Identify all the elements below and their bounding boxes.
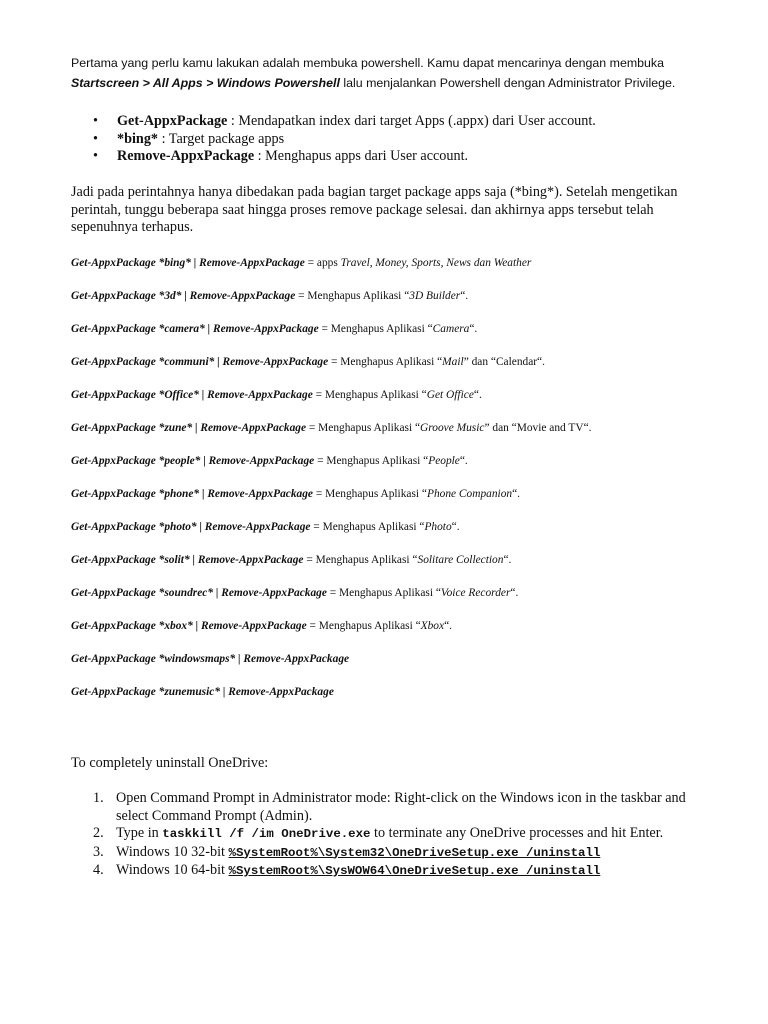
command-apps: Camera xyxy=(432,323,470,335)
command-code: Get-AppxPackage *soundrec* | Remove-AppxPackage xyxy=(71,587,327,599)
command-code: Get-AppxPackage *zune* | Remove-AppxPackage xyxy=(71,422,307,434)
command-line xyxy=(71,387,482,403)
command-tail: “. xyxy=(510,587,519,599)
step-text: Type in xyxy=(116,825,163,841)
command-apps: Voice Recorder xyxy=(440,587,511,599)
command-eq: = Menghapus Aplikasi “ xyxy=(328,356,443,368)
command-line xyxy=(71,651,349,667)
command-eq: = Menghapus Aplikasi “ xyxy=(314,455,429,467)
command-code: Get-AppxPackage *xbox* | Remove-AppxPackage xyxy=(71,620,307,632)
explanation-paragraph: Jadi pada perintahnya hanya dibedakan pada bagian target package apps saja (*bing*). Setelah mengetikan perintah, tunggu beberapa saat hingga proses remove package selesai. dan akhirnya apps tersebut telah sepenuhnya terhapus. xyxy=(71,184,678,235)
command-line xyxy=(71,486,520,502)
command-tail: ” dan “Movie and TV“. xyxy=(484,422,592,434)
command-apps: Mail xyxy=(442,356,464,368)
step-number: 1. xyxy=(93,790,104,806)
command-code: Get-AppxPackage *bing* | Remove-AppxPackage xyxy=(71,257,305,269)
step-number: 4. xyxy=(93,862,104,878)
command-eq: = Menghapus Aplikasi “ xyxy=(312,488,427,500)
command-tail: “. xyxy=(459,455,468,467)
command-eq: = Menghapus Aplikasi “ xyxy=(295,290,410,302)
bullet-desc: : Menghapus apps dari User account. xyxy=(254,148,469,164)
onedrive-steps xyxy=(71,790,721,881)
bullet-desc: : Mendapatkan index dari target Apps (.appx) dari User account. xyxy=(227,113,596,129)
bullet-term: *bing* xyxy=(117,130,159,147)
step-item xyxy=(71,844,721,863)
step-text: Windows 10 32-bit xyxy=(116,843,229,860)
intro-text-end: lalu menjalankan Powershell dengan Administrator Privilege. xyxy=(339,76,676,90)
command-tail: “. xyxy=(469,323,478,335)
command-line xyxy=(71,552,511,568)
command-line xyxy=(71,618,452,634)
command-code: Get-AppxPackage *people* | Remove-AppxPackage xyxy=(71,455,315,467)
bullet-term: Remove-AppxPackage xyxy=(117,148,255,164)
command-line xyxy=(71,585,518,601)
command-tail: “. xyxy=(503,554,512,566)
command-line xyxy=(71,354,545,370)
command-code: Get-AppxPackage *zunemusic* | Remove-AppxPackage xyxy=(71,686,334,698)
intro-paragraph xyxy=(71,53,711,93)
step-after: to terminate any OneDrive processes and hit Enter. xyxy=(370,825,664,841)
command-code: Get-AppxPackage *photo* | Remove-AppxPackage xyxy=(71,521,311,533)
command-eq: = Menghapus Aplikasi “ xyxy=(310,521,425,533)
bullet-desc: : Target package apps xyxy=(158,130,285,147)
bullet-list xyxy=(71,113,711,166)
command-tail: “. xyxy=(512,488,520,500)
command-code: Get-AppxPackage *phone* | Remove-AppxPackage xyxy=(71,488,313,500)
bullet-item xyxy=(71,131,711,149)
step-item xyxy=(71,862,721,881)
command-apps: Phone Companion xyxy=(426,488,513,500)
command-line xyxy=(71,288,468,304)
step-code: taskkill /f /im OneDrive.exe xyxy=(162,827,371,841)
command-eq: = Menghapus Aplikasi “ xyxy=(303,554,418,566)
command-line xyxy=(71,684,334,700)
command-line xyxy=(71,420,591,436)
bullet-item xyxy=(71,148,711,166)
command-apps: People xyxy=(428,455,460,467)
command-eq: = Menghapus Aplikasi “ xyxy=(306,620,421,632)
command-apps: Solitare Collection xyxy=(417,554,504,566)
step-item xyxy=(71,825,721,844)
command-code: Get-AppxPackage *solit* | Remove-AppxPackage xyxy=(71,554,304,566)
command-tail: “. xyxy=(444,620,452,632)
command-code: Get-AppxPackage *windowsmaps* | Remove-AppxPackage xyxy=(71,653,350,665)
command-eq: = Menghapus Aplikasi “ xyxy=(306,422,421,434)
command-eq: = apps xyxy=(304,257,341,269)
intro-text: Pertama yang perlu kamu lakukan adalah membuka powershell. Kamu dapat mencarinya dengan membuka xyxy=(71,56,665,70)
command-tail: “. xyxy=(460,290,469,302)
command-eq: = Menghapus Aplikasi “ xyxy=(312,389,427,401)
command-eq: = Menghapus Aplikasi “ xyxy=(326,587,441,599)
command-tail: ” dan “Calendar“. xyxy=(463,356,545,368)
step-number: 2. xyxy=(93,825,104,841)
command-apps: Xbox xyxy=(420,620,445,632)
command-apps: 3D Builder xyxy=(409,290,461,302)
step-item xyxy=(71,790,721,825)
command-line xyxy=(71,453,468,469)
command-apps: Get Office xyxy=(426,389,474,401)
command-code: Get-AppxPackage *Office* | Remove-AppxPackage xyxy=(71,389,313,401)
onedrive-title: To completely uninstall OneDrive: xyxy=(71,755,269,771)
step-text: Windows 10 64-bit xyxy=(116,862,229,878)
command-line xyxy=(71,519,460,535)
bullet-item xyxy=(71,113,711,131)
command-tail: “. xyxy=(473,389,482,401)
command-tail: “. xyxy=(451,521,460,533)
step-text: Open Command Prompt in Administrator mode: Right-click on the Windows icon in the taskbar and select Command Prompt (Admin). xyxy=(116,790,686,824)
bullet-term: Get-AppxPackage xyxy=(117,113,228,129)
step-code: %SystemRoot%\System32\OneDriveSetup.exe /uninstall xyxy=(228,845,601,860)
command-code: Get-AppxPackage *communi* | Remove-AppxPackage xyxy=(71,356,329,368)
command-code: Get-AppxPackage *3d* | Remove-AppxPackage xyxy=(71,290,296,302)
step-code: %SystemRoot%\SysWOW64\OneDriveSetup.exe /uninstall xyxy=(228,864,601,878)
command-apps: Groove Music xyxy=(420,422,485,434)
command-apps: Travel, Money, Sports, News dan Weather xyxy=(340,257,532,269)
command-code: Get-AppxPackage *camera* | Remove-AppxPackage xyxy=(71,323,319,335)
command-line xyxy=(71,255,531,271)
command-apps: Photo xyxy=(424,521,452,533)
command-eq: = Menghapus Aplikasi “ xyxy=(318,323,433,335)
command-line xyxy=(71,321,477,337)
step-number: 3. xyxy=(93,843,104,860)
intro-path: Startscreen > All Apps > Windows Powershell xyxy=(71,76,340,90)
